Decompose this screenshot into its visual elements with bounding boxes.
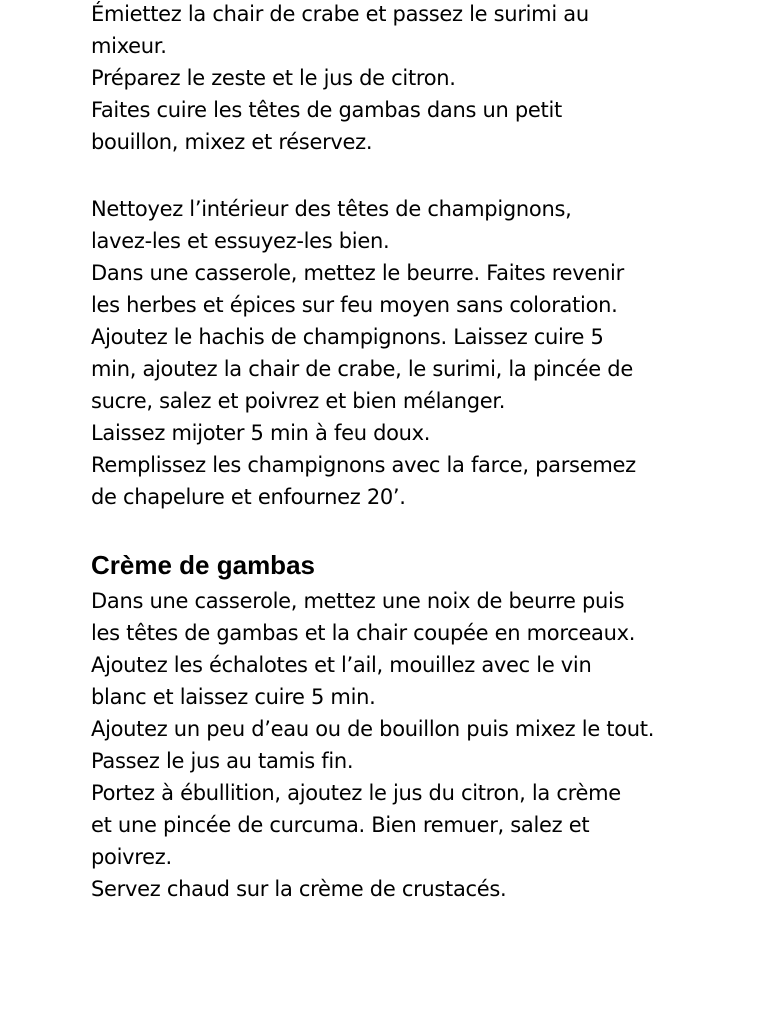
stuffing-paragraph xyxy=(91,193,636,513)
text-line: les têtes de gambas et la chair coupée en morceaux. xyxy=(91,621,636,645)
text-line: Préparez le zeste et le jus de citron. xyxy=(91,66,456,90)
text-line: Émiettez la chair de crabe et passez le surimi au xyxy=(91,2,589,26)
cream-paragraph xyxy=(91,585,654,905)
text-line: et une pincée de curcuma. Bien remuer, salez et xyxy=(91,813,590,837)
text-line: Dans une casserole, mettez une noix de beurre puis xyxy=(91,589,625,613)
preparation-paragraph xyxy=(91,0,589,158)
text-line: les herbes et épices sur feu moyen sans coloration. xyxy=(91,293,618,317)
text-line: de chapelure et enfournez 20’. xyxy=(91,485,406,509)
text-line: Ajoutez le hachis de champignons. Laissez cuire 5 xyxy=(91,325,604,349)
text-line: Faites cuire les têtes de gambas dans un petit xyxy=(91,98,562,122)
text-line: lavez-les et essuyez-les bien. xyxy=(91,229,390,253)
text-line: min, ajoutez la chair de crabe, le surimi, la pincée de xyxy=(91,357,633,381)
text-line: Ajoutez les échalotes et l’ail, mouillez avec le vin xyxy=(91,653,592,677)
text-line: Laissez mijoter 5 min à feu doux. xyxy=(91,421,431,445)
text-line: Portez à ébullition, ajoutez le jus du citron, la crème xyxy=(91,781,621,805)
text-line: mixeur. xyxy=(91,34,167,58)
section-heading: Crème de gambas xyxy=(91,550,315,580)
text-line: bouillon, mixez et réservez. xyxy=(91,130,373,154)
text-line: poivrez. xyxy=(91,845,172,869)
text-line: Nettoyez l’intérieur des têtes de champignons, xyxy=(91,197,572,221)
text-line: sucre, salez et poivrez et bien mélanger. xyxy=(91,389,506,413)
text-line: Dans une casserole, mettez le beurre. Faites revenir xyxy=(91,261,624,285)
text-line: Ajoutez un peu d’eau ou de bouillon puis mixez le tout. xyxy=(91,717,655,741)
text-line: Passez le jus au tamis fin. xyxy=(91,749,354,773)
text-line: Remplissez les champignons avec la farce, parsemez xyxy=(91,453,636,477)
text-line: Servez chaud sur la crème de crustacés. xyxy=(91,877,507,901)
text-line: blanc et laissez cuire 5 min. xyxy=(91,685,376,709)
